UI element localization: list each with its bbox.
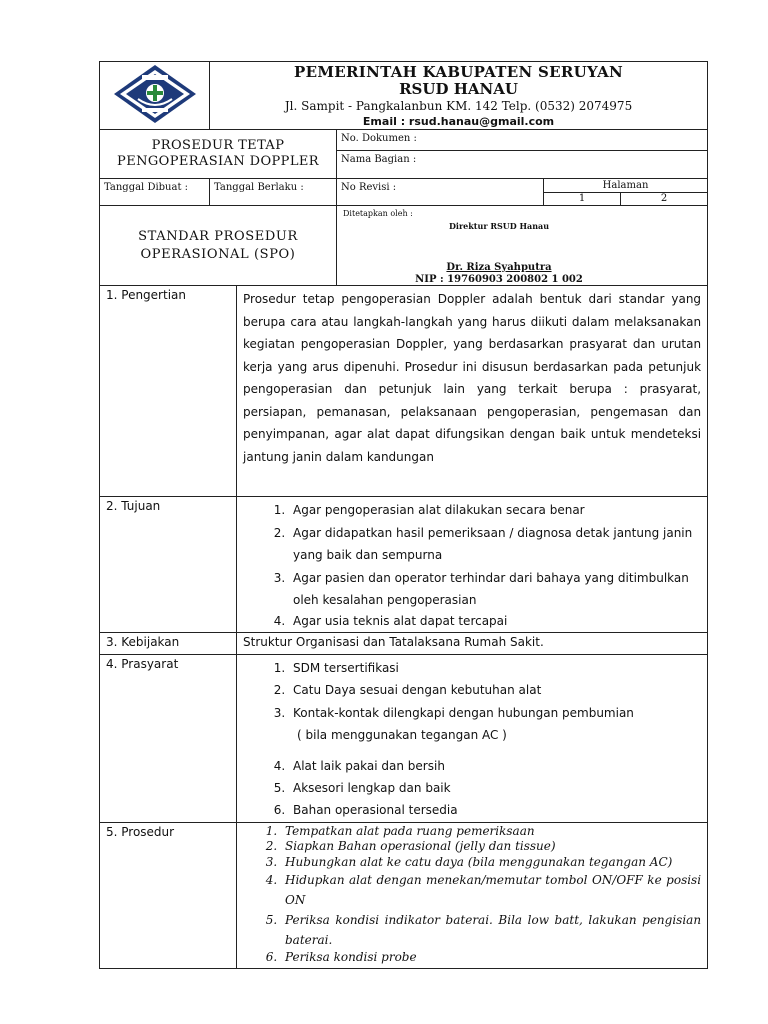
prosedur-content [237, 822, 708, 968]
tanggal-dibuat-field: Tanggal Dibuat : [100, 179, 210, 206]
header-cell [210, 62, 708, 130]
no-dokumen-field: No. Dokumen : [337, 130, 708, 151]
halaman-label: Halaman [544, 179, 707, 193]
list-item: 3. Agar pasien dan operator terhindar dari bahaya yang ditimbulkan oleh kesalahan pengoperasian [289, 567, 701, 612]
list-item: 3. Hubungkan alat ke catu daya (bila menggunakan tegangan AC) [281, 855, 701, 871]
page-total: 2 [660, 193, 668, 204]
tujuan-content [237, 497, 708, 633]
tanggal-berlaku-field: Tanggal Berlaku : [210, 179, 337, 206]
list-item: 4. Agar usia teknis alat dapat tercapai [289, 612, 701, 630]
list-item: 6. Bahan operasional tersedia [289, 800, 701, 820]
list-item: 4. Alat laik pakai dan bersih [289, 755, 701, 778]
seruyan-logo-icon [112, 63, 198, 125]
prosedur-list [243, 824, 701, 966]
no-revisi-field: No Revisi : [337, 179, 544, 206]
list-item: 6. Periksa kondisi probe [281, 950, 701, 966]
kebijakan-label: 3. Kebijakan [100, 632, 237, 654]
list-item: 1. Tempatkan alat pada ruang pemeriksaan [281, 824, 701, 840]
spo-document [99, 61, 707, 964]
list-item: 3. Kontak-kontak dilengkapi dengan hubungan pembumian ( bila menggunakan tegangan AC ) [289, 702, 701, 747]
prasyarat-item3-sub: ( bila menggunakan tegangan AC ) [297, 728, 507, 742]
halaman-cell [544, 179, 708, 206]
spo-title: STANDAR PROSEDUR OPERASIONAL (SPO) [100, 206, 337, 286]
tujuan-list [243, 499, 701, 630]
ditetapkan-label: Ditetapkan oleh : [343, 209, 413, 218]
prasyarat-label: 4. Prasyarat [100, 654, 237, 822]
direktur-label: Direktur RSUD Hanau [448, 221, 550, 231]
list-item: 2. Agar didapatkan hasil pemeriksaan / diagnosa detak jantung janin yang baik dan sempurna [289, 522, 701, 567]
hospital-name: RSUD HANAU [399, 80, 518, 98]
spo-table [99, 61, 708, 969]
list-item: 5. Aksesori lengkap dan baik [289, 777, 701, 800]
government-name: PEMERINTAH KABUPATEN SERUYAN [294, 63, 624, 81]
kebijakan-text: Struktur Organisasi dan Tatalaksana Rumah Sakit. [237, 632, 708, 654]
hospital-address: Jl. Sampit - Pangkalanbun KM. 142 Telp. (0532) 2074975 [284, 99, 633, 113]
list-item: 4. Hidupkan alat dengan menekan/memutar tombol ON/OFF ke posisi ON [281, 870, 701, 910]
approval-cell [337, 206, 708, 286]
tujuan-label: 2. Tujuan [100, 497, 237, 633]
pengertian-content [237, 286, 708, 497]
document-title: PROSEDUR TETAP PENGOPERASIAN DOPPLER [100, 130, 337, 179]
pengertian-text: Prosedur tetap pengoperasian Doppler adalah bentuk dari standar yang berupa cara atau langkah-langkah yang harus diikuti dalam melaksanakan kegiatan pengoperasian Doppler, yang berdasarkan prasyarat dan urutan kerja yang arus dipenuhi. Prosedur ini disusun berdasarkan pada petunjuk pengoperasian dan petunjuk lain yang terkait berupa : prasyarat, persiapan, pemanasan, pelaksanaan pengoperasian, pengemasan dan penyimpanan, agar alat dapat difungsikan dengan baik untuk mendeteksi jantung janin dalam kandungan [243, 292, 702, 464]
signer-name: Dr. Riza Syahputra [446, 262, 552, 273]
list-item: 2. Siapkan Bahan operasional (jelly dan tissue) [281, 839, 701, 855]
logo-cell [100, 62, 210, 130]
list-item: 2. Catu Daya sesuai dengan kebutuhan alat [289, 679, 701, 702]
nama-bagian-field: Nama Bagian : [337, 151, 708, 179]
signer-nip: NIP : 19760903 200802 1 002 [415, 274, 583, 285]
prasyarat-list [243, 657, 701, 820]
list-item: 1. SDM tersertifikasi [289, 657, 701, 680]
list-item: 1. Agar pengoperasian alat dilakukan secara benar [289, 499, 701, 522]
list-item: 5. Periksa kondisi indikator baterai. Bila low batt, lakukan pengisian baterai. [281, 910, 701, 950]
prasyarat-content [237, 654, 708, 822]
page-current: 1 [544, 193, 621, 205]
hospital-email: Email : rsud.hanau@gmail.com [362, 115, 555, 128]
pengertian-label: 1. Pengertian [100, 286, 237, 497]
prosedur-label: 5. Prosedur [100, 822, 237, 968]
